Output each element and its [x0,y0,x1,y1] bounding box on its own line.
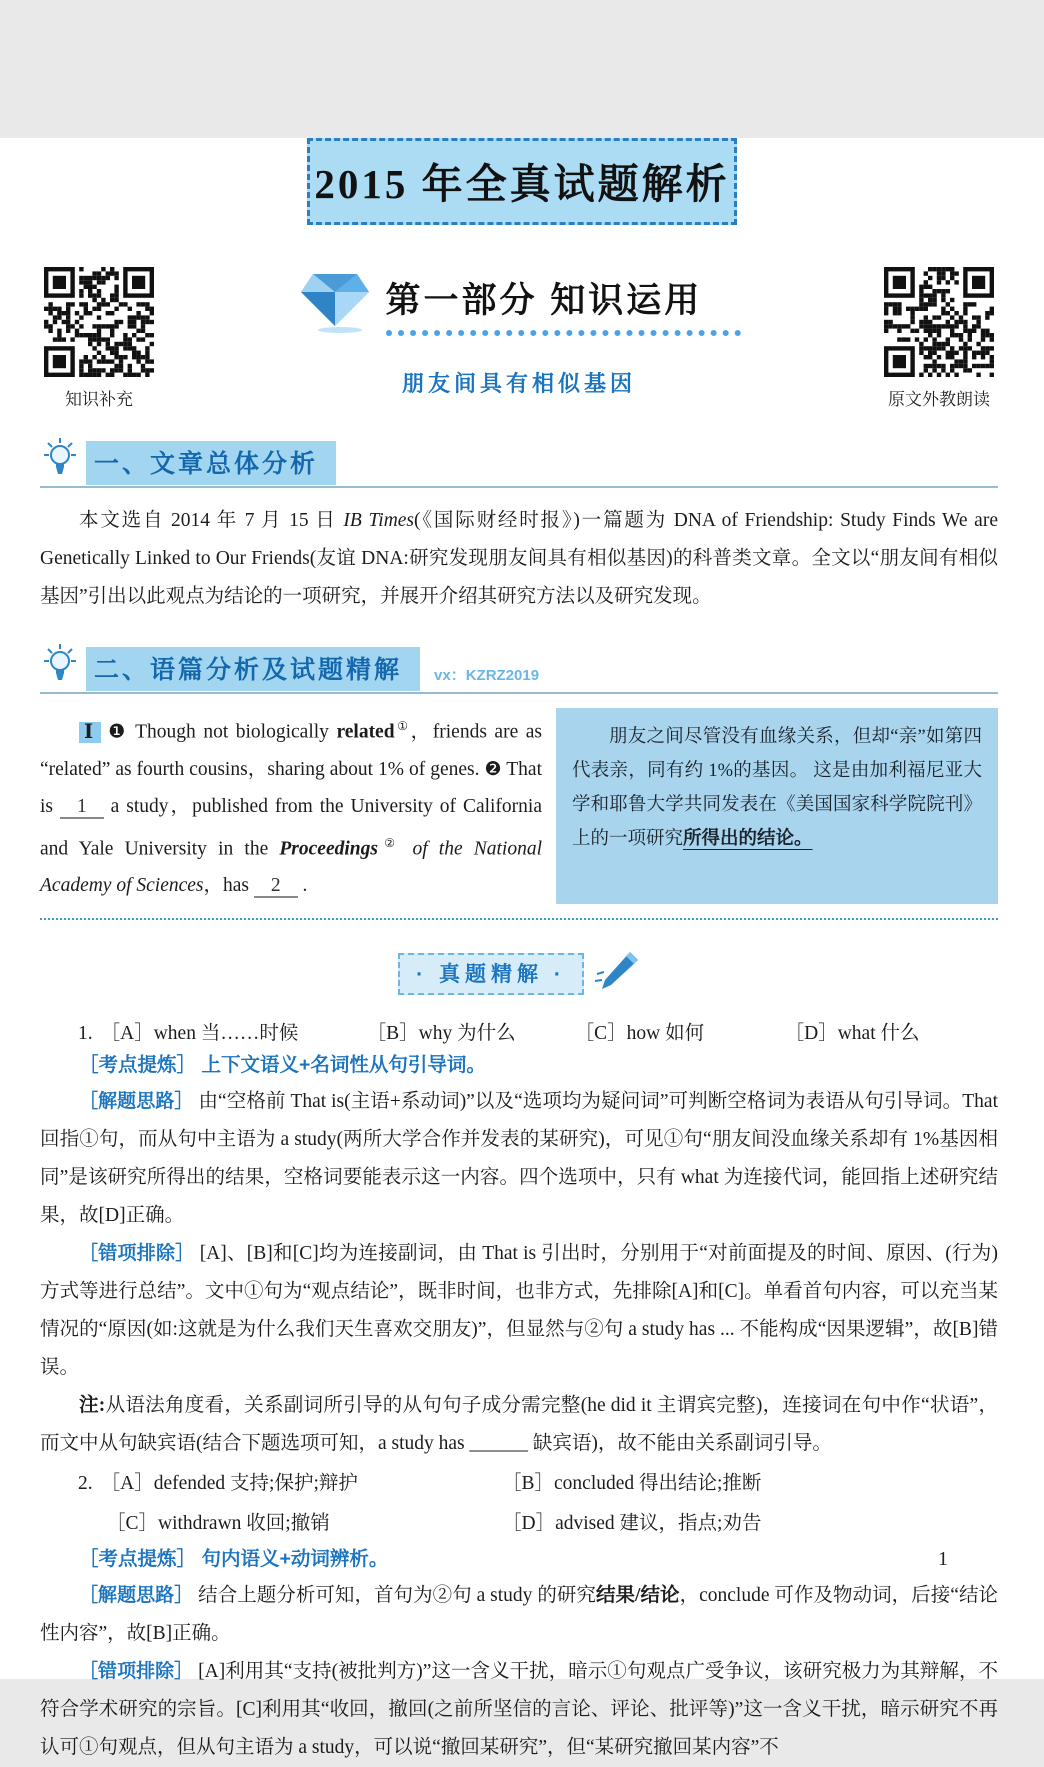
cuoxiang-label: ［错项排除］ [79,1243,195,1264]
article-subtitle: 朋友间具有相似基因 [401,371,636,396]
passage-text: a study，published from the University of California and Yale University in the [40,795,542,859]
option-a: ［A］defended 支持;保护;辩护 [100,1473,358,1494]
jieti-text: ，conclude 可作及物动词，后接“结论性内容”，故[B]正确。 [40,1585,998,1644]
part-title: 第一部分 知识运用 [385,281,703,320]
jieti-label: ［解题思路］ [79,1585,194,1606]
option-b: ［B］why 为什么 [366,1023,516,1044]
cloze-blank-1: 1 [60,796,104,819]
section1-title: 一、文章总体分析 [86,441,336,485]
cuoxiang-label: ［错项排除］ [79,1661,194,1682]
page-number: 1 [938,1548,948,1570]
badge-label: · 真题精解 · [416,962,566,986]
section2-header [40,640,998,694]
cloze-blank-2: 2 [254,875,298,898]
qr-block-left [40,267,158,410]
option-b: ［B］concluded 得出结论;推断 [502,1473,762,1494]
option-d: ［D］advised 建议，指点;劝告 [502,1513,762,1534]
qr-right-label: 原文外教朗读 [888,390,990,409]
zhenti-badge [398,953,584,995]
page-title: 2015 年全真试题解析 [314,161,730,207]
section2-title: 二、语篇分析及试题精解 [86,647,420,691]
pen-icon [594,950,640,997]
kaodian-label: ［考点提炼］ [79,1548,197,1570]
textbook-page [0,138,1044,1758]
diamond-icon [298,269,372,340]
passage-text: . [297,875,308,896]
option-d: ［D］what 什么 [784,1023,920,1044]
watermark: vx：KZRZ2019 [434,667,540,684]
paragraph-numeral: Ⅰ [79,722,101,743]
journal-title: of the National Academy of Sciences [40,838,543,896]
passage-text: ，has [203,875,254,896]
sentence1-marker: ❶ [108,721,128,743]
passage-text: ，friends are as “related” as fourth cousins，sharing about 1% of genes. [40,721,542,780]
qr-block-right [880,267,998,410]
translation-highlight: 所得出的结论。 [683,829,813,849]
kaodian-text: 句内语义+动词辨析。 [201,1548,389,1570]
option-c: ［C］withdrawn 收回;撤销 [106,1513,330,1534]
cuoxiang-text: [A]利用其“支持(被批判方)”这一含义干扰，暗示①句观点广受争议，该研究极力为其辩解，不符合学术研究的宗旨。[C]利用其“收回，撤回(之前所坚信的言论、评论、批评等)”这一含义干扰，暗示研究不再认可①句观点，但从句主语为 a study，可以说“撤回某研究”，但“某研究撤回某内容”不 [40,1661,998,1758]
q1-jieti [40,1083,998,1235]
overview-paragraph [40,502,998,616]
english-passage [40,708,542,904]
qr-left-label: 知识补充 [65,390,133,409]
page-title-box [307,138,737,225]
jieti-text: 由“空格前 That is(主语+系动词)”以及“选项均为疑问词”可判断空格词为表语从句引导词。That 回指①句，而从句中主语为 a study(两所大学合作并发表的某研究)，可见①句“朋友间没血缘关系却有 1%基因相同”是该研究所得出的结果，空格词要能表示这一内容。四个选项中，只有 what 为连接代词，能回指上述研究结果，故[D]正确。 [40,1091,998,1226]
question2-options [40,1469,998,1539]
passage-text: That is [40,758,542,817]
passage-and-translation [40,708,998,904]
glossed-word: related [336,721,395,743]
question1-options [40,1017,998,1045]
question1-number: 1. [78,1023,93,1044]
q1-cuoxiang [40,1235,998,1387]
journal-name: IB Times [343,510,415,531]
kaodian-text: 上下文语义+名词性从句引导词。 [201,1054,486,1076]
question2-number: 2. [78,1473,93,1494]
note-label: 注: [79,1395,106,1416]
cuoxiang-text: [A]、[B]和[C]均为连接副词，由 That is 引出时，分别用于“对前面提及的时间、原因、(行为)方式等进行总结”。文中①句为“观点结论”，既非时间，也非方式，先排除[A]和[C]。单看首句内容，可以充当某情况的“原因(如:这就是为什么我们天生喜欢交朋友)”，但显然与②句 a study has ... 不能构成“因果逻辑”，故[B]错误。 [40,1243,998,1378]
footnote-marker: ② [377,835,402,850]
qr-code-icon [880,267,998,382]
q1-kaodian [40,1047,998,1083]
passage-text: Though not biologically [127,721,337,743]
badge-row [40,950,998,997]
chinese-translation-box [556,708,998,904]
q2-jieti [40,1577,998,1653]
lightbulb-icon [40,434,80,485]
jieti-text: 结合上题分析可知，首句为②句 a study 的研究 [198,1585,596,1606]
sentence2-marker: ❷ [484,758,502,780]
note-text: 从语法角度看，关系副词所引导的从句句子成分需完整(he did it 主谓宾完整)，连接词在句中作“状语”，而文中从句缺宾语(结合下题选项可知，a study has ______ 缺宾语)，故不能由关系副词引导。 [40,1395,998,1454]
option-c: ［C］how 如何 [574,1023,705,1044]
translation-text: 朋友之间尽管没有血缘关系，但却“亲”如第四代表亲，同有约 1%的基因。 这是由加利福尼亚大学和耶鲁大学共同发表在《美国国家科学院院刊》上的一项研究 [572,727,982,849]
option-a: ［A］when 当……时候 [100,1023,299,1044]
q2-kaodian [40,1541,998,1577]
part-title-block [158,267,880,398]
overview-text: (《国际财经时报》)一篇题为 DNA of Friendship: Study Finds We are Genetically Linked to Our Friends(友谊 DNA:研究发现朋友间具有相似基因)的科普类文章。全文以“朋友间有相似基因”引出以此观点为结论的一项研究，并展开介绍其研究方法以及研究发现。 [40,510,998,607]
overview-text: 本文选自 2014 年 7 月 15 日 [79,510,344,531]
glossed-word: Proceedings [279,838,378,859]
jieti-label: ［解题思路］ [79,1091,194,1112]
section1-header [40,434,998,488]
footnote-marker: ① [394,719,411,733]
q2-cuoxiang [40,1653,998,1767]
qr-code-icon [40,267,158,382]
lightbulb-icon [40,640,80,691]
jieti-bold-text: 结果/结论 [595,1585,680,1606]
dotted-underline [386,330,741,336]
dotted-divider [40,918,998,920]
part-header [40,267,998,410]
q1-note [40,1387,998,1463]
kaodian-label: ［考点提炼］ [79,1054,197,1076]
